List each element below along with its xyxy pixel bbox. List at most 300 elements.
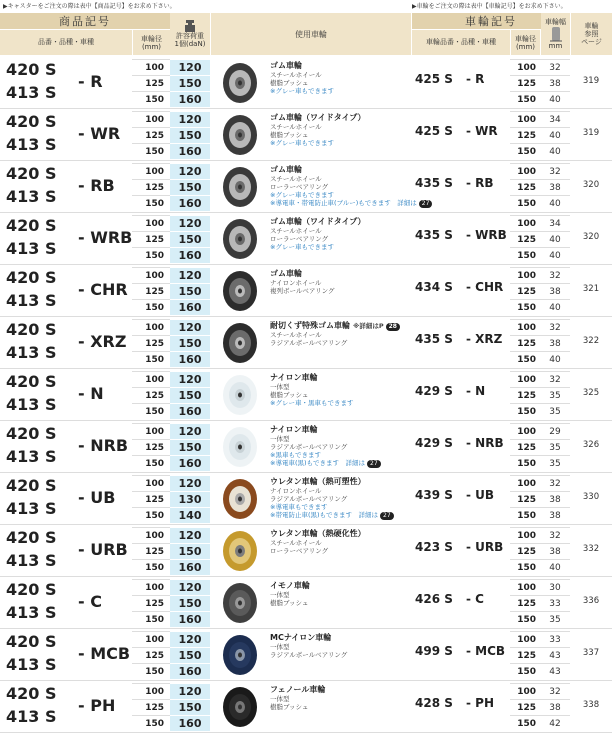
wheel-name: ナイロン車輪 bbox=[270, 425, 318, 434]
wheel-width: 38 bbox=[540, 699, 570, 715]
allowable-load: 160 bbox=[170, 195, 210, 211]
header-product-sub: 品番・品種・車種 bbox=[0, 30, 132, 55]
wheel-diameter: 125 bbox=[132, 543, 170, 559]
wheel-name: イモノ車輪 bbox=[270, 581, 310, 590]
wheel-model: 425 S bbox=[415, 72, 453, 86]
wheel-spec: ラジアルボールベアリング bbox=[270, 495, 348, 503]
allowable-load: 150 bbox=[170, 387, 210, 403]
allowable-load: 120 bbox=[170, 267, 210, 283]
allowable-load: 160 bbox=[170, 455, 210, 471]
reference-page[interactable]: 319 bbox=[582, 128, 600, 138]
wheel-diameter: 125 bbox=[132, 75, 170, 91]
wheel-width: 35 bbox=[540, 455, 570, 471]
wheel-diameter: 125 bbox=[132, 595, 170, 611]
wheel-width: 32 bbox=[540, 163, 570, 179]
wheel-description bbox=[270, 425, 410, 468]
wheel-suffix: - XRZ bbox=[466, 332, 503, 346]
wheel-name: 耐切くず特殊ゴム車輪 bbox=[270, 321, 350, 330]
wheel-diameter: 125 bbox=[132, 699, 170, 715]
wheel-option-note: ※グレー車・黒車もできます bbox=[270, 399, 354, 407]
detail-page-badge[interactable]: 27 bbox=[380, 512, 394, 520]
product-model-413: 413 S bbox=[6, 603, 57, 622]
allowable-load: 120 bbox=[170, 111, 210, 127]
wheel-diameter-2: 150 bbox=[510, 351, 540, 367]
wheel-diameter-2: 150 bbox=[510, 143, 540, 159]
product-suffix: - PH bbox=[78, 696, 116, 715]
product-model-420: 420 S bbox=[6, 476, 57, 495]
product-model-420: 420 S bbox=[6, 580, 57, 599]
wheel-width: 38 bbox=[540, 491, 570, 507]
wheel-width: 40 bbox=[540, 127, 570, 143]
wheel-diameter: 125 bbox=[132, 647, 170, 663]
allowable-load: 120 bbox=[170, 527, 210, 543]
reference-page[interactable]: 320 bbox=[582, 232, 600, 242]
wheel-description bbox=[270, 217, 410, 251]
wheel-diameter: 100 bbox=[132, 631, 170, 647]
product-suffix: - N bbox=[78, 384, 104, 403]
wheel-diameter-2: 100 bbox=[510, 423, 540, 439]
wheel-suffix: - UB bbox=[466, 488, 495, 502]
header-wheel-dia2: 車輪径 (mm) bbox=[511, 30, 540, 55]
wheel-diameter-2: 100 bbox=[510, 319, 540, 335]
table-row bbox=[0, 473, 612, 525]
wheel-width: 38 bbox=[540, 179, 570, 195]
wheel-width: 43 bbox=[540, 647, 570, 663]
wheel-description bbox=[270, 113, 410, 147]
wheel-option-note: ※導電車もできます bbox=[270, 503, 328, 511]
wheel-diameter-2: 150 bbox=[510, 195, 540, 211]
wheel-model: 429 S bbox=[415, 384, 453, 398]
product-model-413: 413 S bbox=[6, 707, 57, 726]
wheel-spec: ローラーベアリング bbox=[270, 183, 329, 191]
allowable-load: 120 bbox=[170, 683, 210, 699]
wheel-diameter: 100 bbox=[132, 527, 170, 543]
wheel-image bbox=[215, 165, 265, 209]
wheel-name: MCナイロン車輪 bbox=[270, 633, 332, 642]
allowable-load: 150 bbox=[170, 335, 210, 351]
product-model-413: 413 S bbox=[6, 187, 57, 206]
reference-page[interactable]: 337 bbox=[582, 648, 600, 658]
allowable-load: 150 bbox=[170, 283, 210, 299]
wheel-diameter-2: 125 bbox=[510, 179, 540, 195]
product-suffix: - XRZ bbox=[78, 332, 127, 351]
allowable-load: 120 bbox=[170, 475, 210, 491]
wheel-diameter-2: 100 bbox=[510, 111, 540, 127]
reference-page[interactable]: 338 bbox=[582, 700, 600, 710]
wheel-width-icon bbox=[549, 26, 563, 42]
wheel-model: 434 S bbox=[415, 280, 453, 294]
wheel-image bbox=[215, 113, 265, 157]
wheel-spec: 一体型 bbox=[270, 695, 290, 703]
wheel-spec: ラジアルボールベアリング bbox=[270, 651, 348, 659]
table-row bbox=[0, 421, 612, 473]
reference-page[interactable]: 319 bbox=[582, 76, 600, 86]
reference-page[interactable]: 330 bbox=[582, 492, 600, 502]
wheel-width: 40 bbox=[540, 247, 570, 263]
table-row bbox=[0, 369, 612, 421]
wheel-width: 32 bbox=[540, 371, 570, 387]
wheel-width: 40 bbox=[540, 231, 570, 247]
wheel-diameter-2: 125 bbox=[510, 491, 540, 507]
wheel-diameter: 125 bbox=[132, 127, 170, 143]
wheel-diameter: 100 bbox=[132, 319, 170, 335]
wheel-diameter: 150 bbox=[132, 143, 170, 159]
wheel-width: 32 bbox=[540, 267, 570, 283]
wheel-width: 34 bbox=[540, 111, 570, 127]
wheel-diameter: 100 bbox=[132, 267, 170, 283]
wheel-name: フェノール車輪 bbox=[270, 685, 326, 694]
wheel-diameter-2: 125 bbox=[510, 595, 540, 611]
wheel-model: 439 S bbox=[415, 488, 453, 502]
table-row bbox=[0, 317, 612, 369]
product-suffix: - CHR bbox=[78, 280, 128, 299]
wheel-spec: 樹脂ブッシュ bbox=[270, 599, 309, 607]
product-model-413: 413 S bbox=[6, 499, 57, 518]
product-model-413: 413 S bbox=[6, 655, 57, 674]
allowable-load: 160 bbox=[170, 91, 210, 107]
wheel-diameter-2: 100 bbox=[510, 371, 540, 387]
wheel-diameter-2: 150 bbox=[510, 507, 540, 523]
wheel-model: 435 S bbox=[415, 228, 453, 242]
wheel-diameter: 100 bbox=[132, 59, 170, 75]
table-row bbox=[0, 577, 612, 629]
header-wheel-dia: 車輪径 (mm) bbox=[133, 30, 170, 55]
wheel-diameter-2: 150 bbox=[510, 247, 540, 263]
wheel-diameter-2: 100 bbox=[510, 475, 540, 491]
product-suffix: - UB bbox=[78, 488, 116, 507]
allowable-load: 120 bbox=[170, 163, 210, 179]
table-row bbox=[0, 213, 612, 265]
wheel-diameter: 125 bbox=[132, 387, 170, 403]
wheel-width: 40 bbox=[540, 91, 570, 107]
wheel-diameter-2: 100 bbox=[510, 579, 540, 595]
wheel-name: ゴム車輪 bbox=[270, 61, 302, 70]
wheel-diameter: 150 bbox=[132, 611, 170, 627]
product-model-413: 413 S bbox=[6, 343, 57, 362]
wheel-diameter: 150 bbox=[132, 455, 170, 471]
wheel-image bbox=[215, 529, 265, 573]
allowable-load: 150 bbox=[170, 543, 210, 559]
allowable-load: 150 bbox=[170, 647, 210, 663]
product-suffix: - C bbox=[78, 592, 102, 611]
wheel-width: 42 bbox=[540, 715, 570, 731]
product-model-420: 420 S bbox=[6, 528, 57, 547]
wheel-spec: スチールホイール bbox=[270, 123, 322, 131]
wheel-suffix: - CHR bbox=[466, 280, 504, 294]
wheel-model: 435 S bbox=[415, 332, 453, 346]
allowable-load: 120 bbox=[170, 579, 210, 595]
product-model-413: 413 S bbox=[6, 395, 57, 414]
wheel-option-note-2: ※導電車・帯電防止車(ブルー)もできます 詳細は bbox=[270, 199, 417, 207]
product-suffix: - URB bbox=[78, 540, 128, 559]
allowable-load: 120 bbox=[170, 59, 210, 75]
wheel-diameter-2: 125 bbox=[510, 75, 540, 91]
header-ref-page: 車輪 参照 ページ bbox=[571, 13, 612, 55]
wheel-spec: 樹脂ブッシュ bbox=[270, 703, 309, 711]
wheel-spec: スチールホイール bbox=[270, 539, 322, 547]
header-used-wheel: 使用車輪 bbox=[211, 13, 411, 55]
product-model-420: 420 S bbox=[6, 320, 57, 339]
wheel-diameter-2: 150 bbox=[510, 715, 540, 731]
wheel-diameter-2: 125 bbox=[510, 543, 540, 559]
wheel-suffix: - PH bbox=[466, 696, 494, 710]
wheel-option-note-2: ※導電車(黒)もできます 詳細は bbox=[270, 459, 366, 467]
wheel-diameter: 150 bbox=[132, 663, 170, 679]
wheel-suffix: - R bbox=[466, 72, 485, 86]
wheel-diameter-2: 150 bbox=[510, 91, 540, 107]
wheel-spec: 樹脂ブッシュ bbox=[270, 391, 309, 399]
wheel-diameter-2: 150 bbox=[510, 403, 540, 419]
wheel-model: 435 S bbox=[415, 176, 453, 190]
wheel-width: 40 bbox=[540, 299, 570, 315]
wheel-diameter: 100 bbox=[132, 683, 170, 699]
wheel-name: ゴム車輪（ワイドタイプ） bbox=[270, 113, 366, 122]
product-model-420: 420 S bbox=[6, 372, 57, 391]
wheel-diameter-2: 100 bbox=[510, 683, 540, 699]
wheel-spec: 一体型 bbox=[270, 383, 290, 391]
reference-page[interactable]: 332 bbox=[582, 544, 600, 554]
table-row bbox=[0, 265, 612, 317]
wheel-width: 34 bbox=[540, 215, 570, 231]
order-note-caster: ▶キャスターをご注文の際は表中【商品記号】をお求め下さい。 bbox=[3, 3, 176, 10]
wheel-image bbox=[215, 425, 265, 469]
allowable-load: 160 bbox=[170, 143, 210, 159]
wheel-diameter: 150 bbox=[132, 195, 170, 211]
wheel-spec: スチールホイール bbox=[270, 71, 322, 79]
wheel-suffix: - MCB bbox=[466, 644, 506, 658]
allowable-load: 150 bbox=[170, 75, 210, 91]
product-model-420: 420 S bbox=[6, 164, 57, 183]
allowable-load: 130 bbox=[170, 491, 210, 507]
wheel-diameter: 150 bbox=[132, 351, 170, 367]
wheel-diameter: 150 bbox=[132, 91, 170, 107]
wheel-width: 32 bbox=[540, 683, 570, 699]
wheel-diameter-2: 100 bbox=[510, 527, 540, 543]
wheel-suffix: - WRB bbox=[466, 228, 507, 242]
wheel-diameter: 100 bbox=[132, 475, 170, 491]
table-row bbox=[0, 57, 612, 109]
wheel-spec: ナイロンホイール bbox=[270, 487, 322, 495]
header-wheel-code: 車輪記号 bbox=[412, 13, 570, 29]
product-model-420: 420 S bbox=[6, 60, 57, 79]
header-width: 車輪幅 mm bbox=[541, 13, 570, 55]
wheel-width: 40 bbox=[540, 351, 570, 367]
wheel-diameter-2: 100 bbox=[510, 215, 540, 231]
wheel-diameter-2: 150 bbox=[510, 663, 540, 679]
wheel-width: 38 bbox=[540, 507, 570, 523]
wheel-spec: 樹脂ブッシュ bbox=[270, 131, 309, 139]
wheel-option-note: ※グレー車もできます bbox=[270, 139, 334, 147]
wheel-width: 35 bbox=[540, 439, 570, 455]
wheel-name: ゴム車輪 bbox=[270, 165, 302, 174]
wheel-width: 32 bbox=[540, 319, 570, 335]
wheel-diameter: 150 bbox=[132, 507, 170, 523]
wheel-model: 499 S bbox=[415, 644, 453, 658]
wheel-diameter: 150 bbox=[132, 247, 170, 263]
wheel-spec: 一体型 bbox=[270, 643, 290, 651]
wheel-diameter: 100 bbox=[132, 215, 170, 231]
detail-page-badge[interactable]: 27 bbox=[367, 460, 381, 468]
wheel-spec: スチールホイール bbox=[270, 227, 322, 235]
wheel-option-note: ※グレー車もできます bbox=[270, 191, 334, 199]
wheel-width: 32 bbox=[540, 527, 570, 543]
reference-page[interactable]: 321 bbox=[582, 284, 600, 294]
product-model-413: 413 S bbox=[6, 551, 57, 570]
wheel-image bbox=[215, 581, 265, 625]
wheel-description bbox=[270, 165, 430, 208]
header-product-code: 商品記号 bbox=[0, 13, 170, 29]
wheel-width: 40 bbox=[540, 195, 570, 211]
wheel-diameter-2: 125 bbox=[510, 387, 540, 403]
wheel-suffix: - RB bbox=[466, 176, 494, 190]
wheel-model: 428 S bbox=[415, 696, 453, 710]
allowable-load: 160 bbox=[170, 299, 210, 315]
wheel-diameter: 100 bbox=[132, 579, 170, 595]
wheel-description bbox=[270, 477, 410, 520]
wheel-diameter-2: 150 bbox=[510, 559, 540, 575]
wheel-suffix: - NRB bbox=[466, 436, 504, 450]
wheel-width: 29 bbox=[540, 423, 570, 439]
product-suffix: - WR bbox=[78, 124, 121, 143]
wheel-image bbox=[215, 633, 265, 677]
allowable-load: 150 bbox=[170, 595, 210, 611]
allowable-load: 120 bbox=[170, 319, 210, 335]
table-row bbox=[0, 629, 612, 681]
wheel-suffix: - URB bbox=[466, 540, 504, 554]
detail-page-badge[interactable]: 28 bbox=[386, 323, 400, 331]
wheel-diameter-2: 125 bbox=[510, 127, 540, 143]
wheel-suffix: - N bbox=[466, 384, 486, 398]
wheel-width: 38 bbox=[540, 543, 570, 559]
wheel-diameter-2: 125 bbox=[510, 335, 540, 351]
wheel-diameter: 150 bbox=[132, 559, 170, 575]
wheel-spec: 樹脂ブッシュ bbox=[270, 79, 309, 87]
wheel-name: ナイロン車輪 bbox=[270, 373, 318, 382]
wheel-width: 40 bbox=[540, 559, 570, 575]
wheel-description bbox=[270, 529, 410, 555]
wheel-option-note: ※グレー車もできます bbox=[270, 243, 334, 251]
allowable-load: 160 bbox=[170, 715, 210, 731]
allowable-load: 160 bbox=[170, 247, 210, 263]
wheel-description bbox=[270, 269, 410, 295]
detail-page-badge[interactable]: 27 bbox=[419, 200, 433, 208]
reference-page[interactable]: 336 bbox=[582, 596, 600, 606]
wheel-diameter-2: 150 bbox=[510, 455, 540, 471]
allowable-load: 120 bbox=[170, 215, 210, 231]
wheel-option-note: ※黒車もできます bbox=[270, 451, 321, 459]
allowable-load: 160 bbox=[170, 403, 210, 419]
wheel-option-note: ※グレー車もできます bbox=[270, 87, 334, 95]
allowable-load: 150 bbox=[170, 699, 210, 715]
wheel-description bbox=[270, 685, 410, 711]
wheel-name: ゴム車輪（ワイドタイプ） bbox=[270, 217, 366, 226]
product-model-413: 413 S bbox=[6, 291, 57, 310]
wheel-diameter: 125 bbox=[132, 491, 170, 507]
product-model-420: 420 S bbox=[6, 112, 57, 131]
wheel-name: ゴム車輪 bbox=[270, 269, 302, 278]
wheel-spec: スチールホイール bbox=[270, 331, 322, 339]
table-row bbox=[0, 681, 612, 733]
wheel-name: ウレタン車輪（熱可塑性） bbox=[270, 477, 366, 486]
reference-page[interactable]: 322 bbox=[582, 336, 600, 346]
wheel-width: 35 bbox=[540, 403, 570, 419]
reference-page[interactable]: 326 bbox=[582, 440, 600, 450]
allowable-load: 160 bbox=[170, 351, 210, 367]
allowable-load: 160 bbox=[170, 559, 210, 575]
allowable-load: 120 bbox=[170, 371, 210, 387]
product-model-413: 413 S bbox=[6, 447, 57, 466]
wheel-width: 35 bbox=[540, 611, 570, 627]
product-suffix: - RB bbox=[78, 176, 115, 195]
wheel-option-note-2: ※帯電防止車(黒)もできます 詳細は bbox=[270, 511, 379, 519]
wheel-description bbox=[270, 373, 410, 407]
wheel-width: 38 bbox=[540, 75, 570, 91]
product-model-413: 413 S bbox=[6, 239, 57, 258]
wheel-width: 30 bbox=[540, 579, 570, 595]
product-model-413: 413 S bbox=[6, 83, 57, 102]
wheel-description bbox=[270, 581, 410, 607]
wheel-width: 40 bbox=[540, 143, 570, 159]
allowable-load: 150 bbox=[170, 231, 210, 247]
wheel-diameter-2: 125 bbox=[510, 647, 540, 663]
wheel-suffix: - C bbox=[466, 592, 484, 606]
wheel-spec: 一体型 bbox=[270, 435, 290, 443]
wheel-diameter: 125 bbox=[132, 179, 170, 195]
reference-page[interactable]: 325 bbox=[582, 388, 600, 398]
product-suffix: - R bbox=[78, 72, 103, 91]
product-model-420: 420 S bbox=[6, 684, 57, 703]
wheel-width: 38 bbox=[540, 283, 570, 299]
wheel-diameter: 100 bbox=[132, 111, 170, 127]
product-suffix: - NRB bbox=[78, 436, 129, 455]
wheel-spec: 複列ボールベアリング bbox=[270, 287, 335, 295]
wheel-spec: ローラーベアリング bbox=[270, 235, 329, 243]
wheel-spec: ローラーベアリング bbox=[270, 547, 329, 555]
reference-page[interactable]: 320 bbox=[582, 180, 600, 190]
wheel-diameter: 100 bbox=[132, 423, 170, 439]
wheel-spec: ナイロンホイール bbox=[270, 279, 322, 287]
wheel-diameter: 125 bbox=[132, 283, 170, 299]
wheel-diameter-2: 100 bbox=[510, 59, 540, 75]
wheel-image bbox=[215, 321, 265, 365]
wheel-diameter-2: 125 bbox=[510, 699, 540, 715]
wheel-width: 35 bbox=[540, 387, 570, 403]
wheel-image bbox=[215, 217, 265, 261]
wheel-diameter: 150 bbox=[132, 299, 170, 315]
order-note-wheel: ▶車輪をご注文の際は表中【車輪記号】をお求め下さい。 bbox=[412, 3, 567, 10]
wheel-diameter: 100 bbox=[132, 163, 170, 179]
product-model-420: 420 S bbox=[6, 268, 57, 287]
wheel-diameter-2: 150 bbox=[510, 299, 540, 315]
product-model-420: 420 S bbox=[6, 632, 57, 651]
wheel-diameter: 125 bbox=[132, 335, 170, 351]
product-model-420: 420 S bbox=[6, 424, 57, 443]
wheel-diameter-2: 125 bbox=[510, 231, 540, 247]
wheel-spec: ラジアルボールベアリング bbox=[270, 339, 348, 347]
wheel-name: ウレタン車輪（熱硬化性） bbox=[270, 529, 366, 538]
allowable-load: 120 bbox=[170, 423, 210, 439]
header-load: 許容荷重 1個(daN) bbox=[170, 13, 210, 55]
wheel-diameter-2: 125 bbox=[510, 439, 540, 455]
wheel-diameter-2: 100 bbox=[510, 631, 540, 647]
wheel-width: 33 bbox=[540, 595, 570, 611]
wheel-description bbox=[270, 633, 410, 659]
wheel-suffix: - WR bbox=[466, 124, 498, 138]
wheel-model: 429 S bbox=[415, 436, 453, 450]
wheel-diameter-2: 125 bbox=[510, 283, 540, 299]
wheel-model: 423 S bbox=[415, 540, 453, 554]
wheel-name-note: ※詳細はP bbox=[353, 322, 384, 330]
